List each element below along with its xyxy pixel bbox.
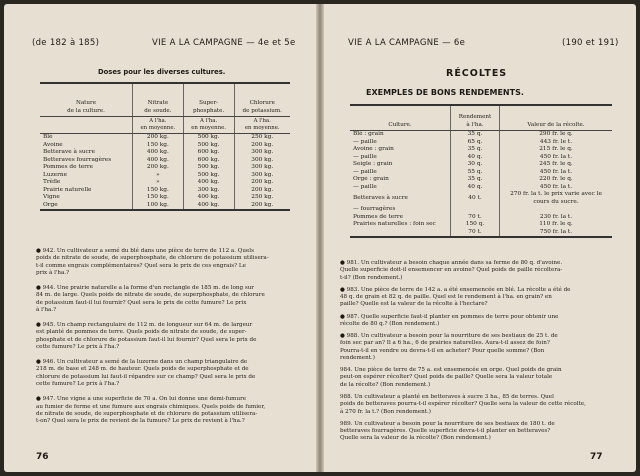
table-row: [350, 191, 612, 206]
table-cell: 110 fr. le q.: [539, 221, 573, 228]
exercise-line: ● 947. Une vigne a une superficie de 70 a. On lui donne une demi-fumure: [36, 396, 247, 403]
exercise-line: ● 988. Un cultivateur a besoin pour la nourriture de ses bestiaux de 25 t. de: [340, 333, 558, 340]
table-row: [350, 176, 612, 184]
table-cell: 200 kg.: [133, 164, 184, 172]
table-row: [350, 206, 612, 214]
exercise-line: ● 946. Un cultivateur a semé de la luzerne dans un champ triangulaire de: [36, 359, 248, 366]
table-cell: — paille: [350, 154, 451, 162]
table-cell: — fourragères: [350, 206, 451, 214]
table-row: [40, 179, 290, 187]
table-cell: 35 q.: [451, 131, 500, 139]
left-table-title: Doses pour les diverses cultures.: [98, 68, 226, 76]
table-cell: 215 fr. le q.: [539, 146, 573, 153]
right-page-subtitle: EXEMPLES DE BONS RENDEMENTS.: [366, 88, 524, 97]
table-row: [350, 221, 612, 229]
exercise-line: foin sec par an? Il a 6 ha., 6 de prairies naturelles. Aura-t-il assez de foin?: [340, 340, 550, 347]
exercise-line: ● 983. Une pièce de terre de 142 a. a été ensemencée en blé. La récolte a été de: [340, 286, 571, 293]
right-header-title: VIE A LA CAMPAGNE — 6e: [348, 38, 466, 48]
exercise-line: t-on? Quel sera le prix de revient de la fumure? Le prix de revient à l'ha.?: [36, 418, 245, 425]
right-page-number: 77: [590, 452, 603, 462]
exercise-line: de potassium faut-il lui fournir? Quel sera le prix de cette fumure? Le prix: [36, 299, 247, 306]
col-header-nitrate: Nitrate de soude.: [133, 83, 184, 117]
table-cell: 245 fr. le q.: [539, 161, 573, 168]
table-cell: Avoine : grain: [350, 146, 451, 154]
right-header-range: (190 et 191): [562, 38, 619, 48]
table-cell: Pommes de terre: [40, 164, 133, 172]
left-exercises: [36, 248, 269, 433]
table-cell: 40 q.: [451, 184, 500, 192]
table-cell: 300 kg.: [183, 187, 234, 195]
table-cell: 150 q.: [451, 221, 500, 229]
table-cell: 200 kg.: [251, 141, 274, 148]
table-cell: — paille: [350, 169, 451, 177]
table-cell: Prairies naturelles : foin sec: [350, 221, 451, 229]
exercise-line: paille? Quelle est la valeur de la récolte à l'hectare?: [340, 301, 488, 308]
table-cell: 300 kg.: [251, 164, 274, 171]
exercise: [340, 367, 586, 389]
table-row: [350, 161, 612, 169]
exercise: [36, 248, 269, 277]
table-row: [350, 214, 612, 222]
table-cell: 443 fr. le t.: [539, 138, 573, 145]
table-cell: 400 kg.: [133, 149, 184, 157]
table-cell: Betteraves à sucre: [350, 191, 451, 206]
right-page: [322, 4, 636, 472]
exercise-line: à 270 fr. la t.? (Bon rendement.): [340, 408, 431, 415]
table-cell: 400 kg.: [183, 202, 234, 211]
table-cell: — paille: [350, 184, 451, 192]
exercise: [340, 333, 586, 362]
table-cell: 55 q.: [451, 169, 500, 177]
table-cell: 35 q.: [451, 146, 500, 154]
exercise-line: betteraves fourragères. Quelle superficie devra-t-il planter en betteraves?: [340, 428, 551, 435]
table-row: [40, 157, 290, 165]
table-cell: Luzerne: [40, 172, 133, 180]
exercise-line: récolte de 80 q.? (Bon rendement.): [340, 320, 440, 327]
exercise-line: chlorure de potassium lui faut-il répandre sur ce champ? Quel sera le prix de: [36, 373, 256, 380]
table-row: [350, 139, 612, 147]
exercise-line: peut-on espérer récolter? Quel poids de paille? Quelle sera la valeur totale: [340, 374, 553, 381]
left-header-title: VIE A LA CAMPAGNE — 4e et 5e: [152, 38, 296, 48]
exercise-line: rendement.): [340, 354, 375, 361]
table-cell: 400 kg.: [133, 157, 184, 165]
table-cell: 450 fr. la t.: [539, 168, 573, 175]
exercise-line: Quelle superficie doit-il ensemencer en avoine? Quel poids de paille récoltera-: [340, 267, 563, 274]
table-cell: Blé : grain: [350, 131, 451, 139]
exercise: [340, 394, 586, 416]
exercise: [36, 322, 269, 351]
unit-cell: A l'ha. en moyenne.: [234, 117, 290, 134]
table-cell: Betterave à sucre: [40, 149, 133, 157]
table-row: [40, 149, 290, 157]
exercise-line: poids de betteraves pourra-t-il espérer récolter? Quelle sera la valeur de cette récolte,: [340, 401, 586, 408]
exercise: [36, 396, 269, 425]
exercise: [340, 314, 586, 329]
right-page-title: RÉCOLTES: [446, 68, 508, 79]
table-cell: 40 t.: [451, 191, 500, 206]
exercise-line: 988. Un cultivateur a planté en betteraves à sucre 3 ha., 85 de terres. Quel: [340, 393, 554, 400]
left-page-number: 76: [36, 452, 49, 462]
table-cell: Seigle : grain: [350, 161, 451, 169]
table-cell: [350, 229, 451, 238]
table-cell: 600 kg.: [183, 157, 234, 165]
table-cell: 200 kg.: [133, 134, 184, 142]
table-row: [40, 187, 290, 195]
exercise-line: de nitrate de soude, de superphosphate et de chlorure de potassium utilisera-: [36, 410, 258, 417]
table-cell: 500 kg.: [183, 134, 234, 142]
col-header-superphosphate: Super- phosphate.: [183, 83, 234, 117]
table-cell: 450 fr. la t.: [539, 183, 573, 190]
exercise-line: Quelle sera la valeur de la récolte? (Bon rendement.): [340, 435, 491, 442]
table-cell: 100 kg.: [133, 202, 184, 211]
exercise-line: cette fumure? Le prix à l'ha.?: [36, 343, 120, 350]
table-cell: 600 kg.: [183, 149, 234, 157]
rendements-table: [350, 104, 612, 238]
table-cell: 500 kg.: [183, 172, 234, 180]
exercise-line: ● 944. Une prairie naturelle a la forme d'un rectangle de 185 m. de long sur: [36, 285, 254, 292]
table-row: [350, 169, 612, 177]
table-row: [350, 184, 612, 192]
table-cell: 250 kg.: [251, 134, 274, 141]
table-cell: Trèfle: [40, 179, 133, 187]
col-header-valeur: Valeur de la récolte.: [500, 105, 613, 131]
exercise-line: t-il? (Bon rendement.): [340, 274, 403, 281]
table-row: [350, 229, 612, 238]
open-book: [4, 4, 636, 472]
exercise-line: au fumier de ferme et une fumure aux engrais chimiques. Quels poids de fumier,: [36, 403, 266, 410]
table-cell: 450 fr. la t.: [539, 153, 573, 160]
exercise: [36, 359, 269, 388]
table-row: [40, 164, 290, 172]
table-cell: 200 kg.: [251, 186, 274, 193]
table-cell: 500 kg.: [183, 164, 234, 172]
table-cell: 220 fr. le q.: [539, 176, 573, 183]
table-row: [40, 134, 290, 142]
table-cell: 230 fr. la t.: [539, 213, 573, 220]
table-cell: Orge: [40, 202, 133, 211]
table-row: [40, 142, 290, 150]
exercise-line: à l'ha.?: [36, 306, 57, 313]
table-cell: 250 kg.: [251, 194, 274, 201]
left-header-range: (de 182 à 185): [32, 38, 100, 48]
table-cell: 400 kg.: [183, 194, 234, 202]
table-row: [350, 154, 612, 162]
exercise-line: 984. Une pièce de terre de 75 a. est ensemencée en orge. Quel poids de grain: [340, 367, 562, 374]
table-cell: Orge : grain: [350, 176, 451, 184]
left-page: [4, 4, 318, 472]
table-cell: »: [133, 172, 184, 180]
table-cell: Betteraves fourragères: [40, 157, 133, 165]
table-cell: 300 kg.: [251, 156, 274, 163]
exercise-line: est planté de pommes de terre. Quels poids de nitrate de soude, de super-: [36, 329, 247, 336]
unit-cell: [40, 117, 133, 134]
table-cell: [451, 206, 500, 214]
table-cell: — paille: [350, 139, 451, 147]
exercise-line: 218 m. de base et 248 m. de hauteur. Quels poids de superphosphate et de: [36, 366, 249, 373]
exercise-line: ● 987. Quelle superficie faut-il planter en pommes de terre pour obtenir une: [340, 313, 559, 320]
table-row: [40, 202, 290, 211]
table-cell: »: [133, 179, 184, 187]
table-cell: 40 q.: [451, 154, 500, 162]
table-cell: [500, 206, 613, 214]
exercise-line: de la récolte? (Bon rendement.): [340, 381, 431, 388]
exercise-line: cette fumure? Le prix à l'ha.?: [36, 380, 120, 387]
doses-table: [40, 82, 290, 211]
table-cell: Vigne: [40, 194, 133, 202]
exercise-line: ● 981. Un cultivateur a besoin chaque année dans sa ferme de 80 q. d'avoine.: [340, 260, 563, 266]
table-cell: 70 t.: [451, 214, 500, 222]
unit-cell: A l'ha. en moyenne.: [183, 117, 234, 134]
exercise-line: Pourra-t-il en vendre ou devra-t-il en acheter? Pour quelle somme? (Bon: [340, 347, 545, 354]
exercise-line: phosphate et de chlorure de potassium faut-il lui fournir? Quel sera le prix de: [36, 336, 257, 343]
table-cell: 270 fr. la t. le prix varie avec le cours du sucre.: [510, 191, 602, 205]
table-cell: 500 kg.: [183, 142, 234, 150]
right-exercises: [340, 260, 586, 448]
table-cell: Prairie naturelle: [40, 187, 133, 195]
table-cell: 300 kg.: [251, 149, 274, 156]
exercise: [340, 421, 586, 443]
table-cell: 150 kg.: [133, 142, 184, 150]
table-cell: 290 fr. le q.: [539, 131, 573, 137]
col-header-chlorure: Chlorure de potassium.: [234, 83, 290, 117]
table-cell: 200 kg.: [251, 201, 274, 208]
table-cell: 35 q.: [451, 176, 500, 184]
table-cell: 65 q.: [451, 139, 500, 147]
exercise-line: prix à l'ha.?: [36, 269, 70, 276]
table-cell: 30 q.: [451, 161, 500, 169]
exercise: [340, 287, 586, 309]
table-cell: 70 t.: [451, 229, 500, 238]
table-row: [350, 146, 612, 154]
exercise-line: ● 942. Un cultivateur a semé du blé dans une pièce de terre de 112 a. Quels: [36, 248, 254, 254]
table-row: [350, 131, 612, 139]
exercise-line: 84 m. de large. Quels poids de nitrate de soude, de superphosphate, de chlorure: [36, 292, 265, 299]
table-cell: 150 kg.: [133, 187, 184, 195]
table-row: [40, 172, 290, 180]
table-row: [40, 194, 290, 202]
exercise-line: t-il comme engrais complémentaires? Quel sera le prix de ces engrais? Le: [36, 262, 246, 269]
exercise-line: 48 q. de grain et 82 q. de paille. Quel est le rendement à l'ha. en grain? en: [340, 294, 552, 301]
table-cell: Avoine: [40, 142, 133, 150]
exercise-line: 989. Un cultivateur a besoin pour la nourriture de ses bestiaux de 180 t. de: [340, 420, 555, 427]
col-header-rendement: Rendement à l'ha.: [451, 105, 500, 131]
exercise-line: ● 945. Un champ rectangulaire de 112 m. de longueur sur 64 m. de largeur: [36, 322, 253, 329]
col-header-culture: Nature de la culture.: [40, 83, 133, 117]
exercise: [36, 285, 269, 314]
exercise: [340, 260, 586, 282]
col-header-culture: Culture.: [350, 105, 451, 131]
table-cell: Pommes de terre: [350, 214, 451, 222]
table-cell: Blé: [40, 134, 133, 142]
table-cell: 400 kg.: [183, 179, 234, 187]
table-cell: 750 fr. la t.: [539, 228, 573, 235]
table-cell: 300 kg.: [251, 171, 274, 178]
table-cell: 200 kg.: [251, 179, 274, 186]
exercise-line: poids de nitrate de soude, de superphosphate, de chlorure de potassium utilisera-: [36, 255, 269, 262]
unit-cell: A l'ha. en moyenne.: [133, 117, 184, 134]
table-cell: 150 kg.: [133, 194, 184, 202]
